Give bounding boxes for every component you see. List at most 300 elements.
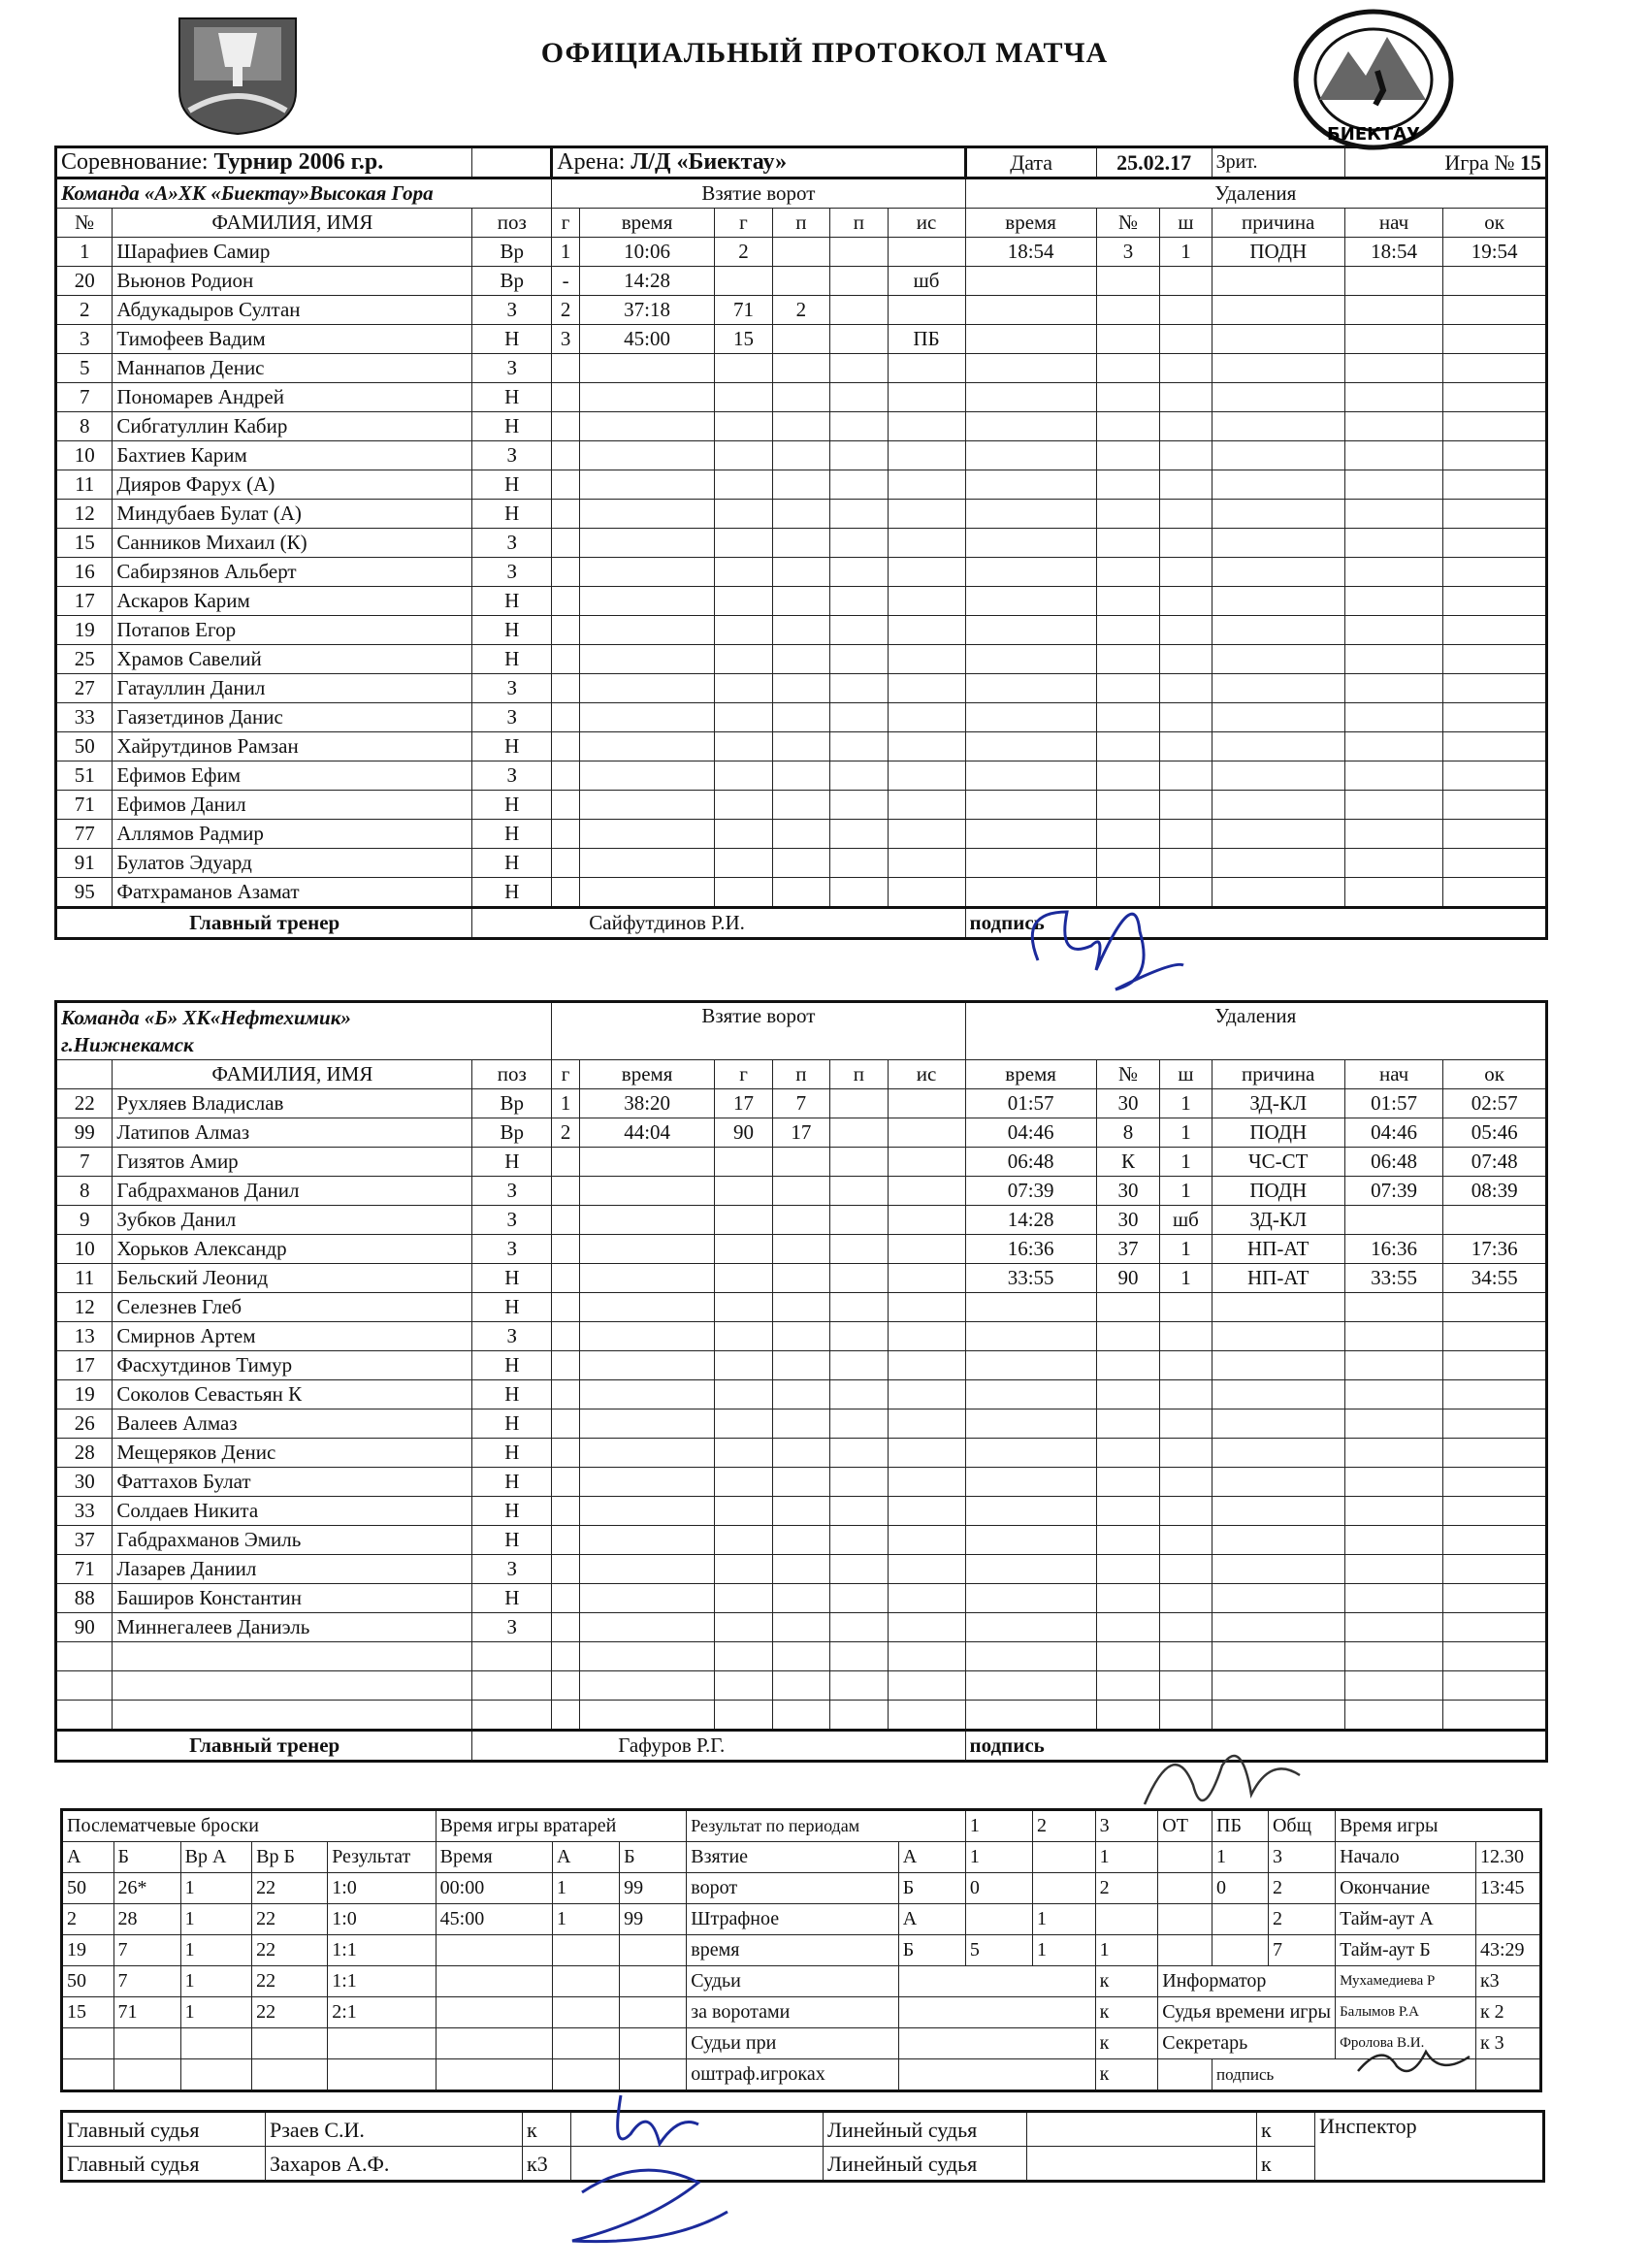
goal-p2 <box>830 1206 888 1235</box>
goal-time <box>579 1555 714 1584</box>
penalty-num <box>1096 1468 1160 1497</box>
player-position: Н <box>472 1148 552 1177</box>
penalty-sh: 1 <box>1160 1235 1212 1264</box>
penalty-sh <box>1160 1468 1212 1497</box>
main-referee-2-k: к3 <box>523 2147 571 2182</box>
goal-p2 <box>830 674 888 703</box>
player-row <box>56 383 1547 412</box>
penalty-time <box>965 500 1096 529</box>
player-position: З <box>472 529 552 558</box>
penalty-time-label: Штрафное <box>687 1904 898 1935</box>
goal-g <box>552 1468 580 1497</box>
player-row <box>56 1380 1547 1409</box>
shootout-cell: 2 <box>62 1904 114 1935</box>
penalty-sh <box>1160 761 1212 791</box>
penalty-reason <box>1212 267 1344 296</box>
penalty-time <box>965 529 1096 558</box>
penalty-end <box>1443 529 1547 558</box>
goal-g <box>552 1206 580 1235</box>
player-position: Н <box>472 616 552 645</box>
goal-p2 <box>830 558 888 587</box>
goal-time <box>579 1613 714 1642</box>
goalie-time-cell: 99 <box>620 1873 687 1904</box>
player-row <box>56 500 1547 529</box>
main-referee-1: Рзаев С.И. <box>266 2112 523 2147</box>
player-row <box>56 1089 1547 1118</box>
referees-table <box>60 2110 1545 2183</box>
penalty-start: 18:54 <box>1344 238 1442 267</box>
goalie-time-cell <box>436 2028 552 2059</box>
penalty-num <box>1096 1555 1160 1584</box>
penalty-num <box>1096 500 1160 529</box>
goal-p2 <box>830 878 888 908</box>
column-header-row <box>56 209 1547 238</box>
penalty-time <box>965 412 1096 441</box>
summary-row <box>62 2059 1541 2091</box>
period-goals-b: 2 <box>1268 1873 1335 1904</box>
goal-time <box>579 529 714 558</box>
goal-p1 <box>772 354 829 383</box>
penalty-num: 3 <box>1096 238 1160 267</box>
penalty-start <box>1344 470 1442 500</box>
goal-time <box>579 1380 714 1409</box>
goal-g: - <box>552 267 580 296</box>
player-number: 91 <box>56 849 113 878</box>
goal-judges-label: Судьи <box>687 1966 898 1997</box>
goal-g <box>552 1177 580 1206</box>
team-a-coach-row <box>56 908 1547 939</box>
player-number: 9 <box>56 1206 113 1235</box>
player-position: Н <box>472 325 552 354</box>
penalty-start <box>1344 500 1442 529</box>
shootout-cell <box>252 2028 328 2059</box>
penalty-end <box>1443 1497 1547 1526</box>
penalty-num: К <box>1096 1148 1160 1177</box>
goal-g: 2 <box>552 1118 580 1148</box>
penalty-sh: 1 <box>1160 1118 1212 1148</box>
svg-text:БИЕКТАУ: БИЕКТАУ <box>1327 124 1420 145</box>
shootout-header: Результат <box>328 1842 436 1873</box>
penalty-time: 07:39 <box>965 1177 1096 1206</box>
player-number: 17 <box>56 587 113 616</box>
player-number: 5 <box>56 354 113 383</box>
goal-is <box>888 1613 965 1642</box>
column-header-name: ФАМИЛИЯ, ИМЯ <box>113 209 472 238</box>
main-referee-1-k: к <box>523 2112 571 2147</box>
goal-g <box>552 529 580 558</box>
player-name: Мещеряков Денис <box>113 1439 472 1468</box>
secretary-k: к 3 <box>1475 2028 1540 2059</box>
penalty-time <box>965 1322 1096 1351</box>
player-name: Гаязетдинов Данис <box>113 703 472 732</box>
penalty-time <box>965 761 1096 791</box>
player-name: Фатхраманов Азамат <box>113 878 472 908</box>
player-number: 50 <box>56 732 113 761</box>
penalty-end <box>1443 878 1547 908</box>
penalty-end <box>1443 354 1547 383</box>
period-goals-b <box>1158 1873 1212 1904</box>
penalty-end: 02:57 <box>1443 1089 1547 1118</box>
goal-is <box>888 296 965 325</box>
penalty-sh <box>1160 703 1212 732</box>
player-number: 10 <box>56 441 113 470</box>
goal-is <box>888 1701 965 1731</box>
player-name: Гатауллин Данил <box>113 674 472 703</box>
goal-p1 <box>772 1526 829 1555</box>
goal-p2 <box>830 441 888 470</box>
secretary-name: Фролова В.И. <box>1336 2028 1476 2059</box>
arena-value: Л/Д «Биектау» <box>630 149 788 175</box>
penalty-reason: ПОДН <box>1212 238 1344 267</box>
player-row <box>56 1351 1547 1380</box>
player-row <box>56 267 1547 296</box>
goal-p2 <box>830 791 888 820</box>
goal-p2 <box>830 1671 888 1701</box>
penalty-reason <box>1212 1468 1344 1497</box>
goal-p1 <box>772 529 829 558</box>
player-row <box>56 296 1547 325</box>
penalty-time <box>965 1351 1096 1380</box>
penalty-time: 06:48 <box>965 1148 1096 1177</box>
penalty-num <box>1096 1584 1160 1613</box>
player-position: Вр <box>472 1089 552 1118</box>
team-a-title: Команда «А»ХК «Биектау»Высокая Гора <box>56 178 552 209</box>
goal-time <box>579 1148 714 1177</box>
player-name: Миннегалеев Даниэль <box>113 1613 472 1642</box>
shootout-header: Вр А <box>180 1842 252 1873</box>
penalty-time <box>965 296 1096 325</box>
goal-g2: 2 <box>715 238 772 267</box>
goal-g <box>552 1497 580 1526</box>
goal-g2 <box>715 1351 772 1380</box>
penalty-time: 01:57 <box>965 1089 1096 1118</box>
shootout-cell: 22 <box>252 1997 328 2028</box>
player-row <box>56 1671 1547 1701</box>
penalty-num <box>1096 1642 1160 1671</box>
goal-p2 <box>830 529 888 558</box>
goal-g: 1 <box>552 1089 580 1118</box>
penalty-reason <box>1212 558 1344 587</box>
player-number: 12 <box>56 500 113 529</box>
penalty-end <box>1443 441 1547 470</box>
player-name: Латипов Алмаз <box>113 1118 472 1148</box>
column-header-row <box>56 1060 1547 1089</box>
penalty-num <box>1096 354 1160 383</box>
goal-is: ПБ <box>888 325 965 354</box>
goal-g2 <box>715 703 772 732</box>
inspector-label: Инспектор <box>1315 2112 1544 2182</box>
summary-row <box>62 1904 1541 1935</box>
penalty-reason <box>1212 1409 1344 1439</box>
column-header-pnum: № <box>1096 1060 1160 1089</box>
penalty-time: 18:54 <box>965 238 1096 267</box>
k-mark: к <box>1095 2028 1158 2059</box>
penalty-end <box>1443 587 1547 616</box>
goal-g <box>552 1235 580 1264</box>
goal-is <box>888 878 965 908</box>
player-name: Санников Михаил (К) <box>113 529 472 558</box>
penalty-num <box>1096 1671 1160 1701</box>
player-row <box>56 1293 1547 1322</box>
penalty-time <box>965 1671 1096 1701</box>
penalty-sh <box>1160 1293 1212 1322</box>
goal-g2 <box>715 267 772 296</box>
player-position: Н <box>472 1584 552 1613</box>
player-name: Лазарев Даниил <box>113 1555 472 1584</box>
goal-g2 <box>715 1380 772 1409</box>
penalty-sh <box>1160 1351 1212 1380</box>
goal-p1 <box>772 1351 829 1380</box>
goal-g2 <box>715 1264 772 1293</box>
player-position: Н <box>472 849 552 878</box>
penalty-time <box>965 1584 1096 1613</box>
goal-time <box>579 878 714 908</box>
goal-g2 <box>715 383 772 412</box>
penalty-start <box>1344 1351 1442 1380</box>
player-position: Н <box>472 878 552 908</box>
player-row <box>56 354 1547 383</box>
player-name: Гизятов Амир <box>113 1148 472 1177</box>
goal-p2 <box>830 1555 888 1584</box>
player-position: З <box>472 1235 552 1264</box>
shootout-cell: 19 <box>62 1935 114 1966</box>
goal-time <box>579 412 714 441</box>
goalie-time-cell <box>436 1966 552 1997</box>
goal-p1 <box>772 1555 829 1584</box>
penalty-sh <box>1160 296 1212 325</box>
goal-time <box>579 791 714 820</box>
column-header-p1: п <box>772 1060 829 1089</box>
shootout-cell <box>180 2059 252 2091</box>
shootout-cell <box>180 2028 252 2059</box>
goal-p1 <box>772 558 829 587</box>
period-pen-b: 1 <box>1095 1935 1158 1966</box>
goal-time <box>579 1322 714 1351</box>
penalty-sh <box>1160 267 1212 296</box>
player-position: Н <box>472 1264 552 1293</box>
goal-p1 <box>772 1409 829 1439</box>
goal-p2 <box>830 616 888 645</box>
penalty-start <box>1344 703 1442 732</box>
goal-p2 <box>830 267 888 296</box>
penalty-start <box>1344 587 1442 616</box>
player-position: З <box>472 1613 552 1642</box>
penalty-sh <box>1160 1642 1212 1671</box>
penalty-start <box>1344 1380 1442 1409</box>
goal-time: 45:00 <box>579 325 714 354</box>
penalty-start <box>1344 1642 1442 1671</box>
period-goals-a <box>1158 1842 1212 1873</box>
penalty-sh <box>1160 1497 1212 1526</box>
goalie-time-cell <box>553 2028 620 2059</box>
period-goals-a: 1 <box>965 1842 1032 1873</box>
penalty-num <box>1096 645 1160 674</box>
period-header: 2 <box>1032 1810 1095 1842</box>
column-header-ptime: время <box>965 209 1096 238</box>
player-name: Сибгатуллин Кабир <box>113 412 472 441</box>
period-pen-b: 5 <box>965 1935 1032 1966</box>
penalty-time <box>965 441 1096 470</box>
team-a-rows <box>56 238 1547 908</box>
penalty-num <box>1096 296 1160 325</box>
sign-label: подпись <box>1212 2059 1476 2091</box>
goal-p2 <box>830 1439 888 1468</box>
penalty-time: 04:46 <box>965 1118 1096 1148</box>
penalty-reason <box>1212 849 1344 878</box>
penalty-reason <box>1212 761 1344 791</box>
goal-g2: 71 <box>715 296 772 325</box>
penalty-num <box>1096 1613 1160 1642</box>
penalty-start: 01:57 <box>1344 1089 1442 1118</box>
goal-time <box>579 354 714 383</box>
penalty-start <box>1344 1206 1442 1235</box>
goal-p2 <box>830 500 888 529</box>
penalty-time <box>965 470 1096 500</box>
goal-p1 <box>772 1235 829 1264</box>
goalie-time-header: Б <box>620 1842 687 1873</box>
player-name: Фаттахов Булат <box>113 1468 472 1497</box>
summary-row <box>62 2028 1541 2059</box>
column-header-pos: поз <box>472 209 552 238</box>
player-name: Потапов Егор <box>113 616 472 645</box>
player-row <box>56 1497 1547 1526</box>
player-number: 28 <box>56 1439 113 1468</box>
penalty-end <box>1443 761 1547 791</box>
goal-is <box>888 1439 965 1468</box>
goal-p1 <box>772 791 829 820</box>
penalty-reason <box>1212 616 1344 645</box>
player-number: 30 <box>56 1468 113 1497</box>
competition-label: Соревнование: <box>61 149 209 175</box>
goal-is <box>888 645 965 674</box>
penalty-reason <box>1212 1322 1344 1351</box>
column-header-p2: п <box>830 209 888 238</box>
penalty-end <box>1443 325 1547 354</box>
player-name: Шарафиев Самир <box>113 238 472 267</box>
penalty-reason <box>1212 1439 1344 1468</box>
penalty-end: 08:39 <box>1443 1177 1547 1206</box>
shootout-cell: 22 <box>252 1904 328 1935</box>
player-number: 88 <box>56 1584 113 1613</box>
goal-g2 <box>715 791 772 820</box>
penalty-start <box>1344 1555 1442 1584</box>
penalty-sh <box>1160 1526 1212 1555</box>
goal-g <box>552 761 580 791</box>
goal-p2 <box>830 238 888 267</box>
period-goals-a <box>1032 1842 1095 1873</box>
penalty-start <box>1344 296 1442 325</box>
goal-is <box>888 587 965 616</box>
player-name: Селезнев Глеб <box>113 1293 472 1322</box>
penalty-end <box>1443 383 1547 412</box>
goal-g <box>552 1526 580 1555</box>
penalty-num <box>1096 1351 1160 1380</box>
penalty-time <box>965 616 1096 645</box>
penalty-num: 8 <box>1096 1118 1160 1148</box>
penalty-sh <box>1160 820 1212 849</box>
penalty-start: 07:39 <box>1344 1177 1442 1206</box>
goal-g <box>552 878 580 908</box>
player-name: Пономарев Андрей <box>113 383 472 412</box>
goal-g2: 15 <box>715 325 772 354</box>
team-a-coach: Сайфутдинов Р.И. <box>472 908 965 939</box>
penalty-sh <box>1160 529 1212 558</box>
goal-is <box>888 354 965 383</box>
goal-g <box>552 645 580 674</box>
column-header-g2: г <box>715 1060 772 1089</box>
penalty-reason <box>1212 354 1344 383</box>
penalty-num <box>1096 441 1160 470</box>
penalty-end <box>1443 1409 1547 1439</box>
timekeeper-name: Балымов Р.А <box>1336 1997 1476 2028</box>
penalty-end <box>1443 1322 1547 1351</box>
period-header: ОТ <box>1158 1810 1212 1842</box>
penalty-num: 90 <box>1096 1264 1160 1293</box>
shootout-cell <box>328 2028 436 2059</box>
goal-p2 <box>830 1613 888 1642</box>
period-pen-b <box>1212 1935 1269 1966</box>
goal-p1 <box>772 441 829 470</box>
penalty-time-label: время <box>687 1935 898 1966</box>
penalty-start <box>1344 267 1442 296</box>
goal-time <box>579 383 714 412</box>
player-position: З <box>472 674 552 703</box>
penalty-sh: 1 <box>1160 1148 1212 1177</box>
informer-name: Мухамедиева Р <box>1336 1966 1476 1997</box>
goal-p2 <box>830 1468 888 1497</box>
shootout-cell: 1 <box>180 1935 252 1966</box>
shootout-cell: 1:1 <box>328 1966 436 1997</box>
penalty-start <box>1344 849 1442 878</box>
goal-p2 <box>830 1177 888 1206</box>
penalty-end <box>1443 1206 1547 1235</box>
goal-time <box>579 1642 714 1671</box>
player-position: Вр <box>472 267 552 296</box>
goal-g <box>552 1671 580 1701</box>
penalty-judges-name <box>898 2059 1095 2091</box>
player-number <box>56 1671 113 1701</box>
player-position: З <box>472 1206 552 1235</box>
player-number: 2 <box>56 296 113 325</box>
penalty-reason <box>1212 1642 1344 1671</box>
penalty-reason <box>1212 296 1344 325</box>
goal-g <box>552 587 580 616</box>
goalie-time-cell: 99 <box>620 1904 687 1935</box>
goal-is <box>888 1380 965 1409</box>
coach-a-signature-icon <box>999 873 1193 999</box>
penalty-start <box>1344 820 1442 849</box>
player-row <box>56 703 1547 732</box>
penalty-time <box>965 1701 1096 1731</box>
line-referee-k: к <box>1257 2147 1315 2182</box>
goal-p1 <box>772 849 829 878</box>
goal-g <box>552 1642 580 1671</box>
shootout-cell: 71 <box>113 1997 180 2028</box>
player-position <box>472 1701 552 1731</box>
goal-g2 <box>715 1235 772 1264</box>
team-b-table <box>54 1000 1548 1763</box>
goal-p1 <box>772 587 829 616</box>
player-name <box>113 1642 472 1671</box>
goal-g2 <box>715 1613 772 1642</box>
goal-is <box>888 1293 965 1322</box>
periods-title: Результат по периодам <box>687 1810 966 1842</box>
shootout-cell <box>252 2059 328 2091</box>
goal-g2 <box>715 674 772 703</box>
goal-time: 14:28 <box>579 267 714 296</box>
coach-label: Главный тренер <box>56 1731 472 1762</box>
column-header-g2: г <box>715 209 772 238</box>
